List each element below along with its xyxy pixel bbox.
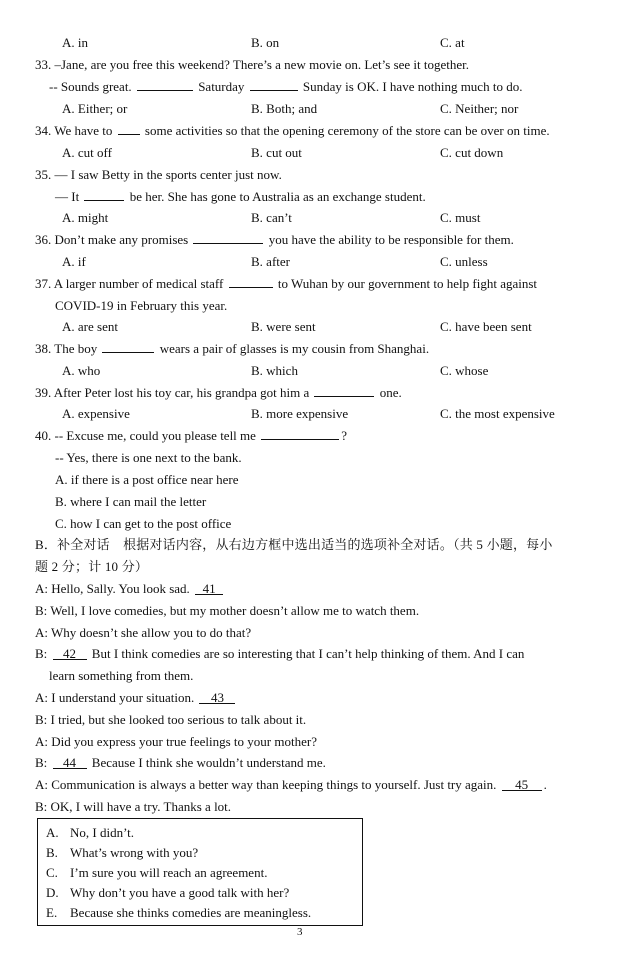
dialogue-text: A: Hello, Sally. You look sad. bbox=[35, 581, 190, 596]
option-c: C. must bbox=[440, 210, 481, 225]
dialogue-text: B: bbox=[35, 755, 48, 770]
choice-letter: D. bbox=[46, 885, 59, 900]
option-b: B. after bbox=[251, 254, 290, 269]
option-c: C. cut down bbox=[440, 145, 504, 160]
q39-stem bbox=[35, 383, 402, 403]
choice-item bbox=[46, 823, 134, 843]
dialogue-text: But I think comedies are so interesting that I can’t help thinking of them. And I can bbox=[91, 646, 525, 661]
q37-stem bbox=[35, 274, 537, 294]
choice-item bbox=[46, 903, 311, 923]
dialogue-line: B: OK, I will have a try. Thanks a lot. bbox=[35, 799, 232, 814]
dialogue-text: Because I think she wouldn’t understand me. bbox=[91, 755, 326, 770]
numbered-blank: 41 bbox=[195, 582, 223, 595]
q40-stem-b: ? bbox=[341, 428, 347, 443]
option-a: A. are sent bbox=[62, 319, 118, 334]
option-b: B. were sent bbox=[251, 319, 316, 334]
dialogue-text: . bbox=[543, 777, 547, 792]
choice-item bbox=[46, 883, 289, 903]
q34-stem-b: some activities so that the opening ceremony of the store can be over on time. bbox=[144, 123, 550, 138]
option-a: A. expensive bbox=[62, 406, 130, 421]
choice-text: I’m sure you will reach an agreement. bbox=[70, 865, 268, 880]
q36-stem-a: 36. Don’t make any promises bbox=[35, 232, 189, 247]
q33-stem: 33. –Jane, are you free this weekend? There’s a new movie on. Let’s see it together. bbox=[35, 57, 470, 72]
choice-text: No, I didn’t. bbox=[70, 825, 135, 840]
option-c: C. the most expensive bbox=[440, 406, 555, 421]
q38-stem bbox=[35, 339, 429, 359]
q40-stem bbox=[35, 426, 347, 446]
option-c: C. at bbox=[440, 35, 465, 50]
q36-stem bbox=[35, 230, 514, 250]
q33-reply bbox=[49, 77, 522, 97]
q35-reply-a: — It bbox=[55, 189, 80, 204]
answer-blank bbox=[314, 384, 374, 397]
option-a: A. in bbox=[62, 35, 88, 50]
q35-stem: 35. — I saw Betty in the sports center just now. bbox=[35, 167, 282, 182]
dialogue-line bbox=[35, 753, 326, 773]
dialogue-line-cont: learn something from them. bbox=[49, 668, 194, 683]
dialogue-line: B: I tried, but she looked too serious to talk about it. bbox=[35, 712, 307, 727]
q33-reply-b: Saturday bbox=[198, 79, 245, 94]
q37-stem-a: 37. A larger number of medical staff bbox=[35, 276, 224, 291]
dialogue-line bbox=[35, 644, 524, 664]
numbered-blank: 45 bbox=[502, 778, 542, 791]
choice-text: Because she thinks comedies are meaningless. bbox=[70, 905, 312, 920]
q37-stem-b: to Wuhan by our government to help fight against bbox=[277, 276, 538, 291]
choices-box bbox=[37, 818, 363, 926]
option-a: A. who bbox=[62, 363, 101, 378]
answer-blank bbox=[118, 122, 140, 135]
q39-stem-b: one. bbox=[379, 385, 402, 400]
option-b: B. Both; and bbox=[251, 101, 318, 116]
dialogue-line: A: Why doesn’t she allow you to do that? bbox=[35, 625, 252, 640]
answer-blank bbox=[261, 427, 339, 440]
section-b-heading-cont: 题 2 分；计 10 分） bbox=[35, 559, 149, 574]
dialogue-line: B: Well, I love comedies, but my mother doesn’t allow me to watch them. bbox=[35, 603, 420, 618]
option-c: C. unless bbox=[440, 254, 488, 269]
choice-text: Why don’t you have a good talk with her? bbox=[70, 885, 290, 900]
dialogue-line: A: Did you express your true feelings to your mother? bbox=[35, 734, 317, 749]
option-b: B. can’t bbox=[251, 210, 292, 225]
q33-reply-a: -- Sounds great. bbox=[49, 79, 132, 94]
q40-reply: -- Yes, there is one next to the bank. bbox=[55, 450, 242, 465]
dialogue-text: B: bbox=[35, 646, 48, 661]
option-a: A. if there is a post office near here bbox=[55, 472, 239, 487]
answer-blank bbox=[84, 188, 124, 201]
q36-stem-b: you have the ability to be responsible for them. bbox=[268, 232, 514, 247]
q35-reply-b: be her. She has gone to Australia as an exchange student. bbox=[129, 189, 426, 204]
option-a: A. might bbox=[62, 210, 109, 225]
numbered-blank: 43 bbox=[199, 691, 235, 704]
option-a: A. if bbox=[62, 254, 86, 269]
numbered-blank: 44 bbox=[53, 756, 87, 769]
q33-reply-c: Sunday is OK. I have nothing much to do. bbox=[302, 79, 523, 94]
q34-stem bbox=[35, 121, 550, 141]
choice-letter: E. bbox=[46, 905, 58, 920]
dialogue-line bbox=[35, 579, 225, 599]
q34-stem-a: 34. We have to bbox=[35, 123, 113, 138]
choice-item bbox=[46, 843, 198, 863]
answer-blank bbox=[193, 231, 263, 244]
choice-item bbox=[46, 863, 267, 883]
option-b: B. more expensive bbox=[251, 406, 349, 421]
answer-blank bbox=[229, 275, 273, 288]
answer-blank bbox=[102, 340, 154, 353]
dialogue-text: A: I understand your situation. bbox=[35, 690, 195, 705]
q37-stem-cont: COVID-19 in February this year. bbox=[55, 298, 228, 313]
dialogue-line bbox=[35, 688, 237, 708]
choice-letter: B. bbox=[46, 845, 58, 860]
q38-stem-a: 38. The boy bbox=[35, 341, 98, 356]
option-a: A. Either; or bbox=[62, 101, 128, 116]
option-c: C. Neither; nor bbox=[440, 101, 519, 116]
dialogue-line bbox=[35, 775, 547, 795]
answer-blank bbox=[250, 78, 298, 91]
option-a: A. cut off bbox=[62, 145, 112, 160]
choice-text: What’s wrong with you? bbox=[70, 845, 199, 860]
answer-blank bbox=[137, 78, 193, 91]
option-b: B. on bbox=[251, 35, 280, 50]
option-b: B. which bbox=[251, 363, 298, 378]
q39-stem-a: 39. After Peter lost his toy car, his grandpa got him a bbox=[35, 385, 310, 400]
page-number: 3 bbox=[297, 926, 303, 938]
option-c: C. whose bbox=[440, 363, 489, 378]
q35-reply bbox=[55, 187, 426, 207]
dialogue-text: A: Communication is always a better way than keeping things to yourself. Just try again. bbox=[35, 777, 497, 792]
q38-stem-b: wears a pair of glasses is my cousin from Shanghai. bbox=[159, 341, 430, 356]
choice-letter: C. bbox=[46, 865, 58, 880]
section-b-heading: B．补全对话 根据对话内容，从右边方框中选出适当的选项补全对话。（共 5 小题，每小 bbox=[35, 537, 553, 552]
numbered-blank: 42 bbox=[53, 647, 87, 660]
option-c: C. have been sent bbox=[440, 319, 532, 334]
q40-stem-a: 40. -- Excuse me, could you please tell me bbox=[35, 428, 256, 443]
option-b: B. cut out bbox=[251, 145, 302, 160]
choice-letter: A. bbox=[46, 825, 59, 840]
option-c: C. how I can get to the post office bbox=[55, 516, 232, 531]
option-b: B. where I can mail the letter bbox=[55, 494, 207, 509]
